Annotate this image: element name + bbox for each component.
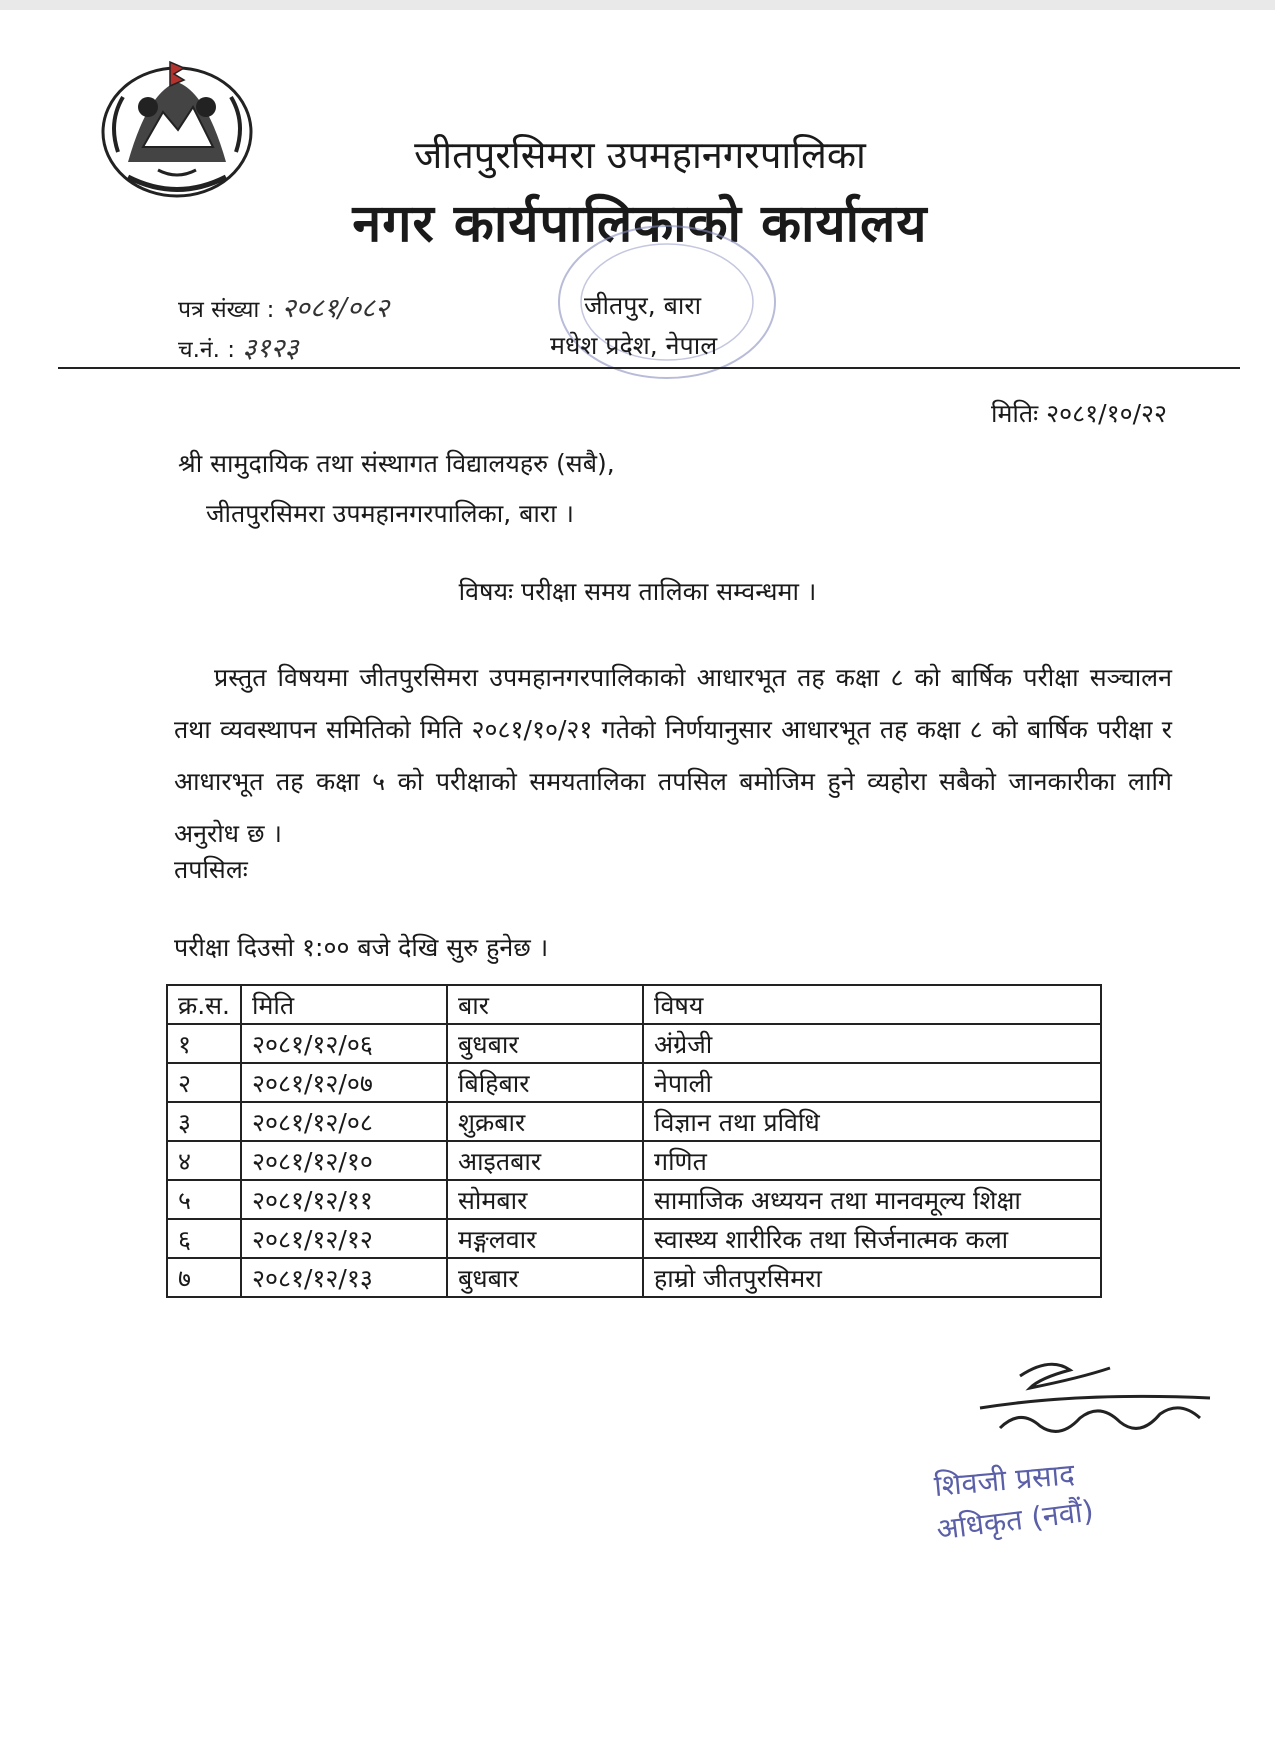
day-cell: बुधबार: [447, 1258, 643, 1297]
subject-cell: स्वास्थ्य शारीरिक तथा सिर्जनात्मक कला: [643, 1219, 1101, 1258]
exam-start-note: परीक्षा दिउसो १:०० बजे देखि सुरु हुनेछ ।: [174, 933, 549, 962]
date-cell: २०८१/१२/०६: [241, 1024, 447, 1063]
table-row: [167, 1219, 1101, 1258]
date-cell: २०८१/१२/०७: [241, 1063, 447, 1102]
date-cell: २०८१/१२/११: [241, 1180, 447, 1219]
date-cell: २०८१/१२/०८: [241, 1102, 447, 1141]
day-cell: बिहिबार: [447, 1063, 643, 1102]
table-row: [167, 1258, 1101, 1297]
serial-cell: ६: [167, 1219, 241, 1258]
table-row: [167, 1102, 1101, 1141]
table-row: [167, 1180, 1101, 1219]
tapsil-label: तपसिलः: [174, 855, 248, 884]
day-cell: सोमबार: [447, 1180, 643, 1219]
col-serial-header: क्र.स.: [167, 985, 241, 1024]
subject-cell: विज्ञान तथा प्रविधि: [643, 1102, 1101, 1141]
header-divider: [58, 367, 1240, 369]
col-subject-header: विषय: [643, 985, 1101, 1024]
col-day-header: बार: [447, 985, 643, 1024]
ref-number: [178, 288, 389, 325]
body-text: प्रस्तुत विषयमा जीतपुरसिमरा उपमहानगरपालिकाको आधारभूत तह कक्षा ८ को बार्षिक परीक्षा सञ्चालन तथा व्यवस्थापन समितिको मिति २०८१/१०/२१ गतेको निर्णयानुसार आधारभूत तह कक्षा ८ को बार्षिक परीक्षा र आधारभूत तह कक्षा ५ को परीक्षाको समयतालिका तपसिल बमोजिम हुने व्यहोरा सबैको जानकारीका लागि अनुरोध छ ।: [174, 663, 1172, 848]
day-cell: आइतबार: [447, 1141, 643, 1180]
body-paragraph: [174, 652, 1172, 860]
ref-value: २०८१/०८२: [281, 293, 390, 324]
ref-label: पत्र संख्या :: [178, 297, 275, 323]
day-cell: मङ्गलवार: [447, 1219, 643, 1258]
date-cell: २०८१/१२/१२: [241, 1219, 447, 1258]
subject-cell: सामाजिक अध्ययन तथा मानवमूल्य शिक्षा: [643, 1180, 1101, 1219]
scan-edge: [0, 0, 1275, 10]
subject-cell: गणित: [643, 1141, 1101, 1180]
subject-cell: नेपाली: [643, 1063, 1101, 1102]
dispatch-label: च.नं. :: [178, 337, 236, 363]
table-row: [167, 1141, 1101, 1180]
recipient-line1: श्री सामुदायिक तथा संस्थागत विद्यालयहरु (सबै),: [178, 449, 615, 478]
recipient-line2: जीतपुरसिमरा उपमहानगरपालिका, बारा ।: [206, 499, 574, 528]
letter-date: मितिः २०८१/१०/२२: [991, 399, 1167, 428]
subject-cell: हाम्रो जीतपुरसिमरा: [643, 1258, 1101, 1297]
dispatch-value: ३१२३: [242, 333, 299, 364]
date-cell: २०८१/१२/१०: [241, 1141, 447, 1180]
date-cell: २०८१/१२/१३: [241, 1258, 447, 1297]
serial-cell: १: [167, 1024, 241, 1063]
day-cell: शुक्रबार: [447, 1102, 643, 1141]
serial-cell: ४: [167, 1141, 241, 1180]
serial-cell: ३: [167, 1102, 241, 1141]
serial-cell: २: [167, 1063, 241, 1102]
table-row: [167, 1024, 1101, 1063]
signatory-title: अधिकृत (नवौं): [934, 1493, 1096, 1547]
serial-cell: ५: [167, 1180, 241, 1219]
day-cell: बुधबार: [447, 1024, 643, 1063]
subject-cell: अंग्रेजी: [643, 1024, 1101, 1063]
table-row: [167, 1063, 1101, 1102]
exam-schedule-table: [166, 984, 1102, 1298]
table-header-row: [167, 985, 1101, 1024]
subject-line: विषयः परीक्षा समय तालिका सम्वन्धमा ।: [458, 577, 817, 606]
serial-cell: ७: [167, 1258, 241, 1297]
office-title: नगर कार्यपालिकाको कार्यालय: [352, 194, 928, 254]
col-date-header: मिति: [241, 985, 447, 1024]
signatory-name: शिवजी प्रसाद: [932, 1456, 1076, 1504]
location-line2: मधेश प्रदेश, नेपाल: [550, 331, 718, 360]
location-line1: जीतपुर, बारा: [584, 291, 702, 320]
dispatch-number: [178, 328, 299, 365]
municipality-name: जीतपुरसिमरा उपमहानगरपालिका: [414, 133, 866, 177]
